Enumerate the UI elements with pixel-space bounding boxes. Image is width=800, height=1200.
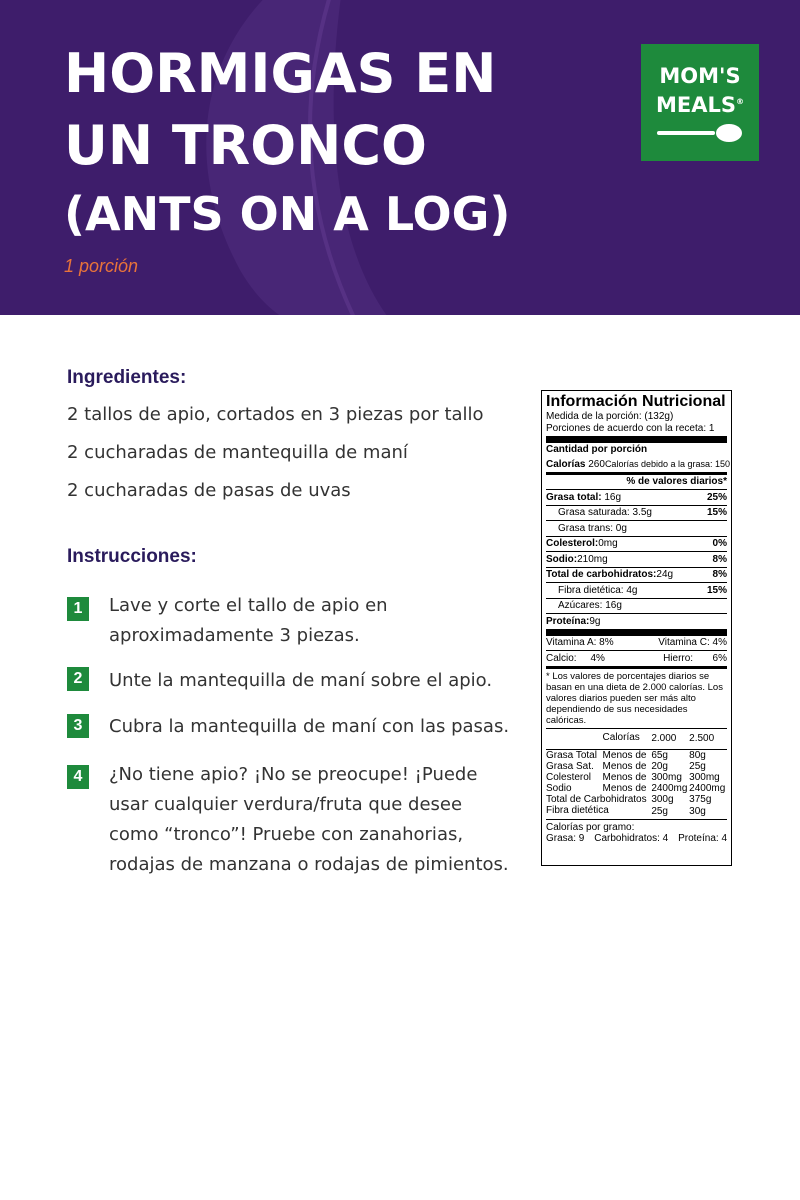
amount-per-serving: Cantidad por porción — [546, 444, 648, 455]
table-row: Total de Carbohidratos 300g 375g — [546, 793, 712, 805]
table-row: Colesterol Menos de 300mg 300mg — [546, 771, 720, 783]
logo-line-2: MEALS® — [655, 93, 744, 117]
step-number: 2 — [67, 667, 89, 691]
nutrition-title: Información Nutricional — [546, 393, 726, 410]
saturated-fat-row: Grasa saturada: 3.5g 15% — [546, 506, 727, 522]
instructions-heading: Instrucciones: — [67, 546, 197, 567]
per-gram-values: Grasa: 9 Carbohidratos: 4 Proteína: 4 — [546, 833, 727, 844]
servings-per-recipe: Porciones de acuerdo con la receta: 1 — [546, 423, 727, 443]
step-number: 1 — [67, 597, 89, 621]
serving-count: 1 porción — [64, 256, 139, 276]
trans-fat-row: Grasa trans: 0g — [546, 521, 727, 537]
header-banner — [0, 0, 800, 315]
table-row: Fibra dietética 25g 30g — [546, 804, 706, 817]
table-header: Calorías 2.000 2.500 — [602, 731, 715, 744]
step-number: 4 — [67, 765, 89, 789]
carbohydrate-row: Total de carbohidratos:24g 8% — [546, 568, 727, 584]
table-row: Grasa Total Menos de 65g 80g — [546, 749, 727, 761]
step-text: Lave y corte el tallo de apio en aproximadamente 3 piezas. — [109, 595, 388, 646]
vitamins-row: Vitamina A: 8% Vitamina C: 4% — [546, 636, 727, 652]
moms-meals-logo — [641, 44, 759, 161]
daily-values-table — [546, 729, 727, 820]
total-fat-row: Grasa total: 16g 25% — [546, 490, 727, 506]
minerals-row: Calcio: 4% Hierro: 6% — [546, 651, 727, 669]
calories-per-gram: Calorías por gramo: — [546, 821, 635, 833]
calories-row: Calorías 260 Calorías debido a la grasa: 150 — [546, 457, 727, 475]
cholesterol-row: Colesterol:0mg 0% — [546, 537, 727, 553]
serving-size: Medida de la porción: (132g) — [546, 411, 674, 422]
table-row: Grasa Sat. Menos de 20g 25g — [546, 760, 706, 772]
dv-footnote: * Los valores de porcentajes diarios se basan en una dieta de 2.000 calorías. Los valores diarios pueden ser más alto dependiendo de sus necesidades calóricas. — [546, 669, 727, 729]
ingredients-heading: Ingredientes: — [67, 367, 187, 388]
title-line-1: HORMIGAS EN — [64, 42, 497, 105]
logo-line-1: MOM'S — [659, 64, 741, 88]
step-text: Cubra la mantequilla de maní con las pasas. — [109, 716, 510, 737]
spoon-icon — [655, 122, 745, 144]
fiber-row: Fibra dietética: 4g 15% — [546, 583, 727, 599]
table-row: Sodio Menos de 2400mg 2400mg — [546, 782, 726, 794]
recipe-title — [64, 38, 624, 246]
sodium-row: Sodio:210mg 8% — [546, 552, 727, 568]
title-line-3: (ANTS ON A LOG) — [64, 187, 511, 241]
sugars-row: Azúcares: 16g — [546, 599, 727, 615]
ingredient-item: 2 cucharadas de pasas de uvas — [67, 480, 351, 501]
protein-row: Proteína:9g — [546, 614, 727, 636]
step-text: ¿No tiene apio? ¡No se preocupe! ¡Puede usar cualquier verdura/fruta que desee como “tronco”! Pruebe con zanahorias, rodajas de manzana o rodajas de pimientos. — [109, 764, 509, 875]
step-number: 3 — [67, 714, 89, 738]
title-line-2: UN TRONCO — [64, 114, 427, 177]
step-text: Unte la mantequilla de maní sobre el apio. — [109, 670, 493, 691]
ingredient-item: 2 tallos de apio, cortados en 3 piezas por tallo — [67, 404, 484, 425]
ingredient-item: 2 cucharadas de mantequilla de maní — [67, 442, 408, 463]
nutrition-facts-panel — [541, 390, 732, 866]
dv-header: % de valores diarios* — [546, 475, 727, 491]
